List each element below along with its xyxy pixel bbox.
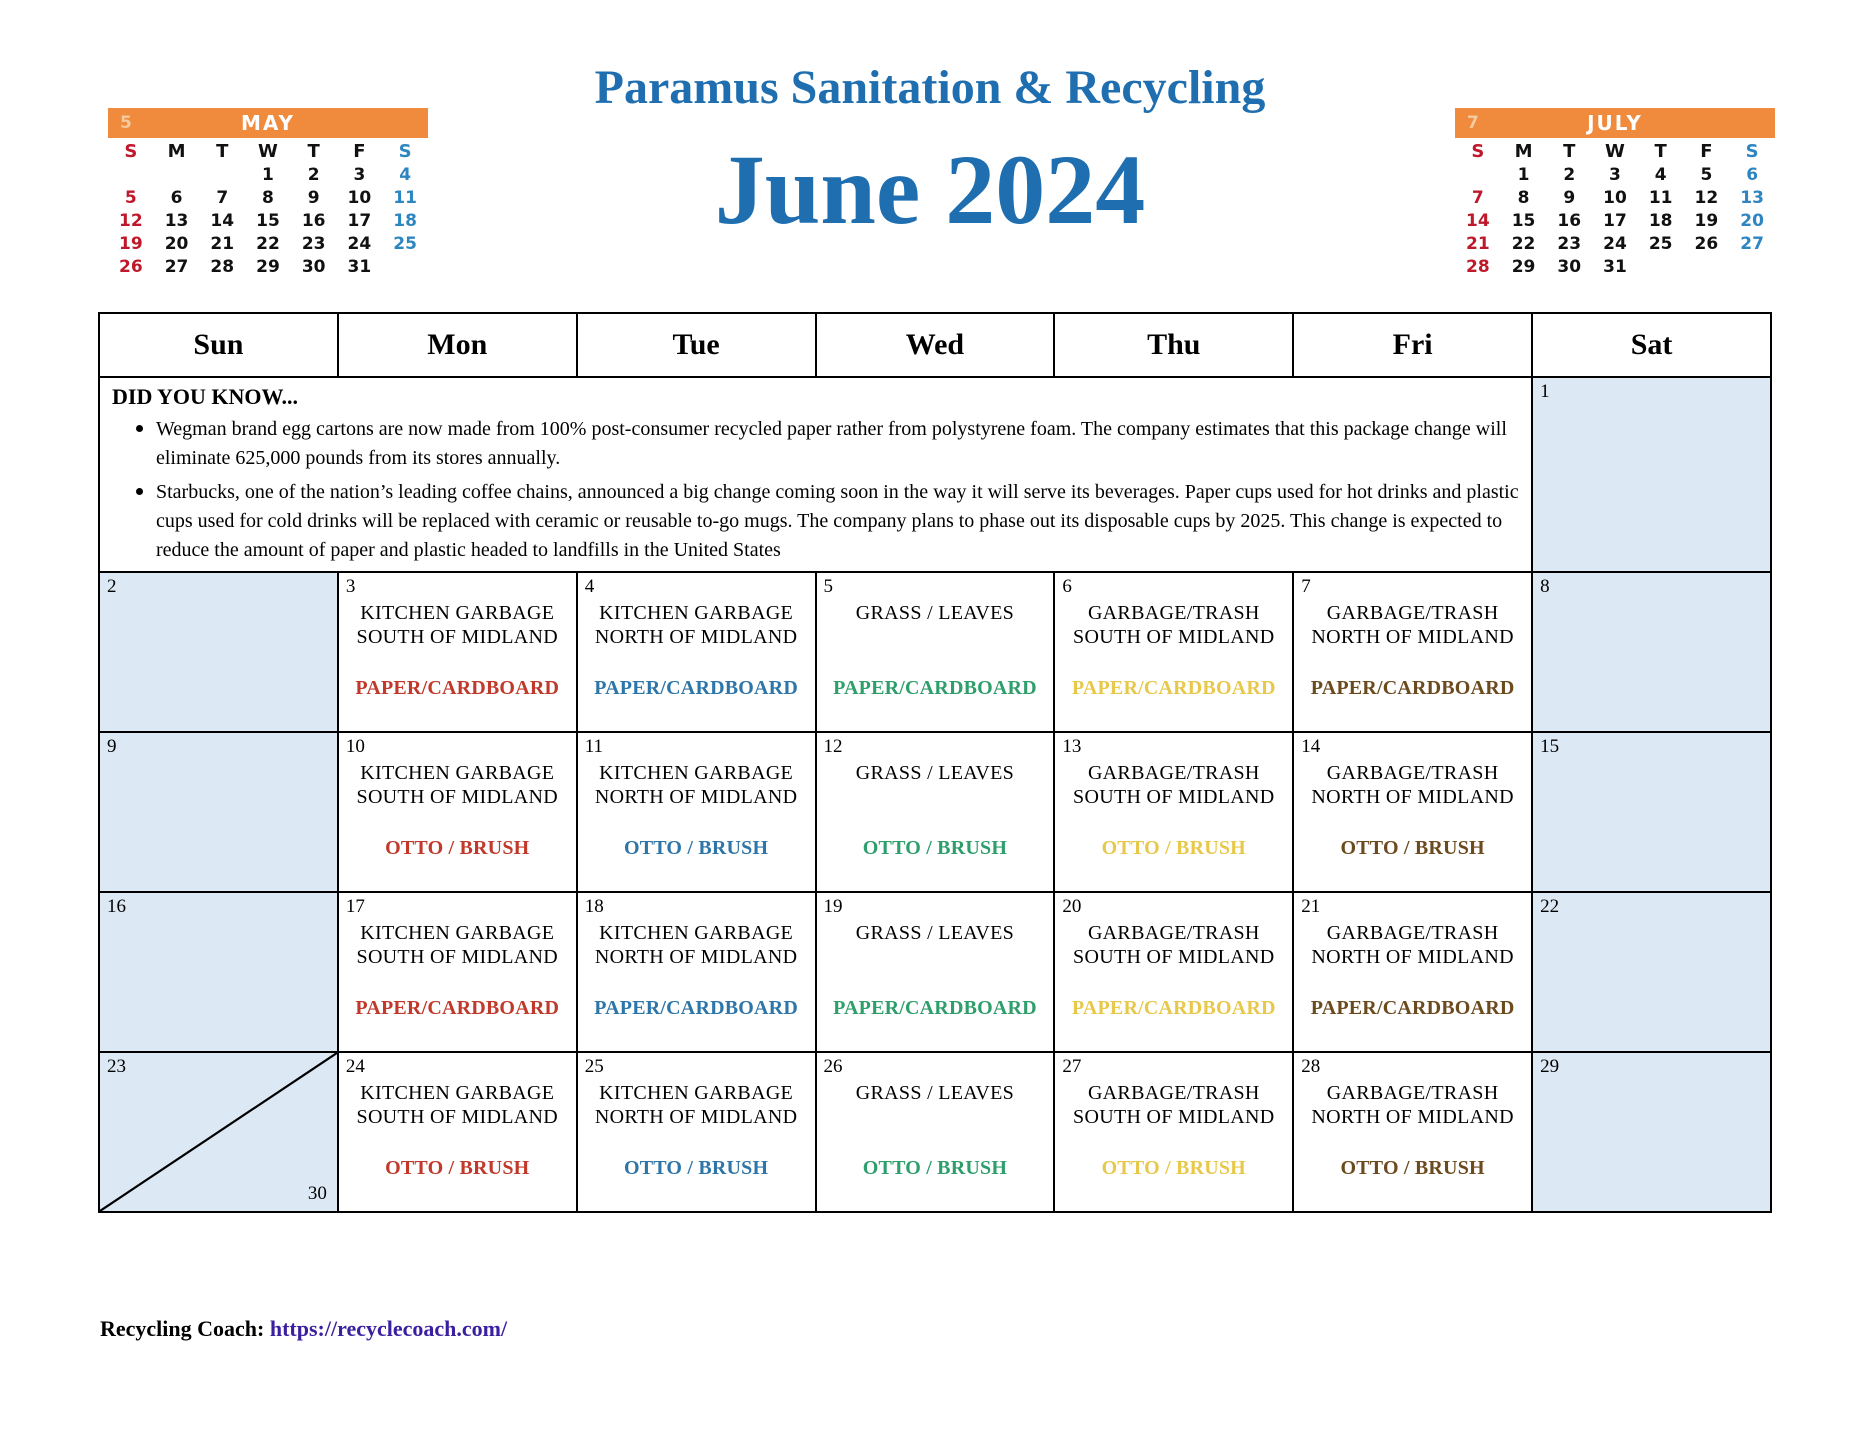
day-number: 4 (584, 576, 595, 597)
mini-dow: F (353, 141, 366, 162)
collection-tag: PAPER/CARDBOARD (1310, 996, 1515, 1019)
mini-day: 1 (1517, 164, 1530, 185)
mini-day: 31 (1603, 256, 1627, 277)
event-text (1294, 573, 1531, 700)
mini-day: 4 (1654, 164, 1667, 185)
mini-dow: T (1654, 141, 1667, 162)
mini-day: 4 (399, 164, 412, 185)
day-number: 24 (345, 1056, 365, 1077)
event-line-2: SOUTH OF MIDLAND (356, 786, 558, 809)
event-line-2: NORTH OF MIDLAND (1311, 946, 1514, 969)
mini-day: 23 (301, 233, 326, 254)
weekday-header-mon: Mon (338, 313, 577, 377)
calendar-day-cell-5[interactable] (816, 572, 1055, 732)
calendar-day-cell-1[interactable] (1532, 377, 1771, 572)
mini-dow: W (1605, 141, 1625, 162)
event-text (1055, 1053, 1292, 1180)
event-text (578, 573, 815, 700)
day-number: 20 (1062, 896, 1082, 917)
mini-day: 5 (124, 187, 137, 208)
did-you-know-bullet: • Starbucks, one of the nation’s leading coffee chains, announced a big change coming soon in the way it will serve its beverages. Paper cups used for hot drinks and plastic cups used for cold drinks will be replaced with ceramic or reusable to-go mugs. The company plans to phase out its disposable cups by 2025. This change is expected to reduce the amount of paper and plastic headed to landfills in the United States (156, 475, 1521, 565)
collection-tag: OTTO / BRUSH (623, 836, 769, 859)
mini-month-name: JULY (1587, 111, 1643, 135)
mini-day: 10 (347, 187, 372, 208)
event-line-1: GRASS / LEAVES (855, 922, 1015, 944)
day-number-secondary: 30 (307, 1183, 327, 1204)
collection-tag: OTTO / BRUSH (385, 836, 530, 859)
mini-dow: T (1563, 141, 1576, 162)
mini-day: 9 (1563, 187, 1576, 208)
calendar-day-cell-23-30[interactable] (99, 1052, 338, 1212)
event-text (817, 893, 1054, 1020)
mini-day: 17 (347, 210, 372, 231)
day-number: 25 (584, 1056, 604, 1077)
mini-day: 30 (1557, 256, 1582, 277)
calendar-day-cell-6[interactable] (1054, 572, 1293, 732)
mini-week-row (108, 255, 428, 278)
mini-day: 27 (164, 256, 189, 277)
mini-dow: S (124, 141, 138, 162)
event-line-2: SOUTH OF MIDLAND (356, 946, 558, 969)
event-text (817, 573, 1054, 700)
day-number: 1 (1540, 381, 1550, 402)
event-line-2 (817, 945, 1054, 969)
weekday-header-wed: Wed (816, 313, 1055, 377)
mini-day: 16 (1557, 210, 1582, 231)
event-line-1: GARBAGE/TRASH (1087, 602, 1260, 624)
event-text (578, 1053, 815, 1180)
mini-week-row (1455, 255, 1775, 278)
mini-day: 14 (1466, 210, 1490, 231)
day-number: 7 (1301, 576, 1311, 597)
mini-day: 13 (1740, 187, 1764, 208)
day-number: 3 (345, 576, 356, 597)
day-number: 11 (584, 736, 603, 757)
calendar-day-cell-21[interactable] (1293, 892, 1532, 1052)
mini-day: 30 (301, 256, 326, 277)
mini-day: 18 (393, 210, 417, 231)
mini-day: 31 (347, 256, 372, 277)
calendar-week-row-3 (99, 732, 1771, 892)
calendar-week-row-4 (99, 892, 1771, 1052)
calendar-day-cell-19[interactable] (816, 892, 1055, 1052)
collection-tag: OTTO / BRUSH (1101, 836, 1246, 859)
event-line-1: GRASS / LEAVES (855, 762, 1015, 784)
calendar-day-cell-11[interactable] (577, 732, 816, 892)
mini-day: 5 (1700, 164, 1713, 185)
mini-dow: F (1700, 141, 1713, 162)
calendar-day-cell-2[interactable] (99, 572, 338, 732)
mini-day (382, 255, 428, 278)
mini-day: 28 (210, 256, 235, 277)
mini-day (1729, 255, 1775, 278)
mini-day: 12 (119, 210, 143, 231)
mini-dow: M (1514, 141, 1533, 162)
mini-day: 3 (353, 164, 366, 185)
event-line-1: GARBAGE/TRASH (1087, 762, 1260, 784)
calendar-day-cell-16[interactable] (99, 892, 338, 1052)
mini-day: 19 (119, 233, 143, 254)
mini-day: 12 (1694, 187, 1719, 208)
event-line-1: KITCHEN GARBAGE (360, 602, 555, 624)
day-number: 19 (823, 896, 843, 917)
mini-day (1684, 255, 1730, 278)
day-number: 13 (1062, 736, 1082, 757)
mini-day: 2 (307, 164, 320, 185)
mini-day: 25 (1648, 233, 1673, 254)
event-line-2: SOUTH OF MIDLAND (1073, 626, 1275, 649)
mini-day: 24 (347, 233, 372, 254)
event-line-2: SOUTH OF MIDLAND (1073, 1106, 1275, 1129)
event-text (1055, 733, 1292, 860)
mini-day: 23 (1557, 233, 1582, 254)
mini-month-name: MAY (241, 111, 295, 135)
calendar-day-cell-3[interactable] (338, 572, 577, 732)
day-number: 8 (1540, 576, 1550, 597)
event-line-1: KITCHEN GARBAGE (360, 762, 555, 784)
mini-dow: S (1745, 141, 1759, 162)
mini-day: 2 (1563, 164, 1576, 185)
event-line-1: KITCHEN GARBAGE (599, 762, 794, 784)
event-line-1: GARBAGE/TRASH (1326, 922, 1499, 944)
event-line-2 (817, 1105, 1054, 1129)
day-number: 21 (1301, 896, 1321, 917)
event-line-2: NORTH OF MIDLAND (594, 1106, 798, 1129)
weekday-header-sun: Sun (99, 313, 338, 377)
event-text (1294, 893, 1531, 1020)
day-number: 22 (1540, 896, 1560, 917)
collection-tag: PAPER/CARDBOARD (355, 676, 560, 699)
mini-day: 11 (1648, 187, 1673, 208)
mini-day: 29 (1511, 256, 1536, 277)
event-text (1055, 573, 1292, 700)
collection-tag: PAPER/CARDBOARD (833, 676, 1037, 699)
organization-title: Paramus Sanitation & Recycling (594, 61, 1266, 114)
mini-dow: T (307, 141, 320, 162)
day-number: 2 (107, 576, 117, 597)
calendar-day-cell-10[interactable] (338, 732, 577, 892)
mini-day: 22 (1511, 233, 1536, 254)
event-text (339, 893, 576, 1020)
event-line-2: NORTH OF MIDLAND (594, 946, 798, 969)
mini-day: 8 (1517, 187, 1530, 208)
mini-day: 21 (210, 233, 235, 254)
mini-day: 20 (1740, 210, 1764, 231)
mini-day: 7 (1471, 187, 1484, 208)
event-line-1: GRASS / LEAVES (855, 602, 1015, 624)
event-text (817, 733, 1054, 860)
mini-day: 8 (262, 187, 274, 208)
event-line-2: SOUTH OF MIDLAND (1073, 786, 1275, 809)
day-number: 16 (107, 896, 126, 917)
calendar-day-cell-15[interactable] (1532, 732, 1771, 892)
mini-month-number: 7 (1467, 113, 1479, 133)
collection-tag: OTTO / BRUSH (385, 1156, 530, 1179)
calendar-week-row-5 (99, 1052, 1771, 1212)
mini-day (1638, 255, 1684, 278)
event-line-2: SOUTH OF MIDLAND (1073, 946, 1275, 969)
event-text (817, 1053, 1054, 1180)
calendar-day-cell-27[interactable] (1054, 1052, 1293, 1212)
weekday-header-thu: Thu (1054, 313, 1293, 377)
event-text (1294, 1053, 1531, 1180)
event-text (339, 1053, 576, 1180)
event-line-2: NORTH OF MIDLAND (1311, 626, 1514, 649)
did-you-know-title: DID YOU KNOW... (112, 384, 299, 409)
mini-day: 16 (301, 210, 326, 231)
mini-dow: S (398, 141, 412, 162)
mini-day: 21 (1466, 233, 1490, 254)
split-day-diagonal-line (100, 1053, 337, 1211)
calendar-day-cell-28[interactable] (1293, 1052, 1532, 1212)
event-line-2: SOUTH OF MIDLAND (356, 626, 558, 649)
mini-day: 10 (1603, 187, 1627, 208)
mini-month-number: 5 (120, 113, 132, 133)
mini-dow: T (216, 141, 229, 162)
mini-day: 11 (393, 187, 417, 208)
day-number: 28 (1301, 1056, 1321, 1077)
day-number: 9 (107, 736, 117, 757)
event-line-2: NORTH OF MIDLAND (1311, 1106, 1514, 1129)
calendar-week-row-1 (99, 377, 1771, 572)
collection-tag: OTTO / BRUSH (862, 836, 1008, 859)
calendar-day-cell-4[interactable] (577, 572, 816, 732)
collection-tag: OTTO / BRUSH (1340, 1156, 1485, 1179)
mini-day: 1 (262, 164, 274, 185)
mini-dow: S (1471, 141, 1485, 162)
collection-tag: PAPER/CARDBOARD (1071, 676, 1276, 699)
mini-day: 19 (1694, 210, 1719, 231)
did-you-know-list (110, 412, 1521, 565)
event-line-1: GARBAGE/TRASH (1326, 762, 1499, 784)
page-title: June 2024 (714, 134, 1146, 245)
event-text (578, 893, 815, 1020)
calendar-day-cell-12[interactable] (816, 732, 1055, 892)
mini-day: 17 (1603, 210, 1627, 231)
collection-tag: OTTO / BRUSH (862, 1156, 1008, 1179)
mini-dow: M (167, 141, 186, 162)
collection-tag: PAPER/CARDBOARD (355, 996, 560, 1019)
collection-tag: PAPER/CARDBOARD (594, 676, 798, 699)
calendar-day-cell-18[interactable] (577, 892, 816, 1052)
event-line-1: KITCHEN GARBAGE (599, 602, 794, 624)
mini-day: 3 (1609, 164, 1621, 185)
collection-tag: PAPER/CARDBOARD (1071, 996, 1276, 1019)
day-number: 29 (1540, 1056, 1560, 1077)
weekday-header-row (99, 313, 1771, 377)
event-line-2: NORTH OF MIDLAND (1311, 786, 1514, 809)
event-text (1294, 733, 1531, 860)
mini-day: 24 (1603, 233, 1627, 254)
event-line-1: KITCHEN GARBAGE (360, 1082, 555, 1104)
calendar-day-cell-13[interactable] (1054, 732, 1293, 892)
mini-day: 29 (256, 256, 280, 277)
mini-day: 28 (1466, 256, 1490, 277)
calendar-week-row-2 (99, 572, 1771, 732)
day-number: 15 (1540, 736, 1560, 757)
mini-day: 6 (1746, 164, 1759, 185)
mini-day: 15 (256, 210, 280, 231)
collection-tag: PAPER/CARDBOARD (1310, 676, 1515, 699)
calendar-day-cell-8[interactable] (1532, 572, 1771, 732)
did-you-know-panel (99, 377, 1532, 572)
mini-day: 18 (1648, 210, 1673, 231)
calendar-day-cell-26[interactable] (816, 1052, 1055, 1212)
day-number: 18 (584, 896, 604, 917)
event-line-2 (817, 625, 1054, 649)
weekday-header-tue: Tue (577, 313, 816, 377)
calendar-day-cell-14[interactable] (1293, 732, 1532, 892)
day-number: 14 (1301, 736, 1321, 757)
collection-tag: PAPER/CARDBOARD (594, 996, 798, 1019)
event-line-2: NORTH OF MIDLAND (594, 626, 798, 649)
collection-tag: OTTO / BRUSH (623, 1156, 769, 1179)
collection-tag: OTTO / BRUSH (1340, 836, 1485, 859)
recycling-coach-link[interactable]: https://recyclecoach.com/ (269, 1316, 508, 1341)
weekday-header-sat: Sat (1532, 313, 1771, 377)
mini-day: 15 (1511, 210, 1536, 231)
event-line-1: GARBAGE/TRASH (1326, 602, 1499, 624)
weekday-header-fri: Fri (1293, 313, 1532, 377)
event-text (578, 733, 815, 860)
mini-day: 26 (119, 256, 143, 277)
footer-label: Recycling Coach: (100, 1316, 265, 1341)
day-number: 10 (345, 736, 365, 757)
event-line-2: NORTH OF MIDLAND (594, 786, 798, 809)
footer (100, 1316, 507, 1342)
calendar-day-cell-24[interactable] (338, 1052, 577, 1212)
calendar-day-cell-9[interactable] (99, 732, 338, 892)
mini-day: 22 (256, 233, 280, 254)
event-line-1: GRASS / LEAVES (855, 1082, 1015, 1104)
collection-tag: PAPER/CARDBOARD (833, 996, 1037, 1019)
day-number: 26 (823, 1056, 843, 1077)
event-line-1: GARBAGE/TRASH (1326, 1082, 1499, 1104)
did-you-know-bullet: • Wegman brand egg cartons are now made from 100% post-consumer recycled paper rather from polystyrene foam. The company estimates that this package change will eliminate 625,000 pounds from its stores annually. (156, 412, 1521, 473)
day-number: 5 (823, 576, 834, 597)
calendar-day-cell-25[interactable] (577, 1052, 816, 1212)
mini-day: 13 (164, 210, 189, 231)
mini-dow: W (258, 141, 278, 162)
event-line-2: SOUTH OF MIDLAND (356, 1106, 558, 1129)
mini-day: 6 (170, 187, 183, 208)
event-text (1055, 893, 1292, 1020)
day-number: 17 (345, 896, 365, 917)
event-line-1: KITCHEN GARBAGE (360, 922, 555, 944)
event-line-1: KITCHEN GARBAGE (599, 1082, 794, 1104)
event-text (339, 573, 576, 700)
day-number: 12 (823, 736, 843, 757)
mini-day: 20 (164, 233, 189, 254)
calendar-day-cell-20[interactable] (1054, 892, 1293, 1052)
calendar-day-cell-7[interactable] (1293, 572, 1532, 732)
day-number: 23 (107, 1056, 126, 1077)
mini-day: 9 (307, 187, 320, 208)
month-calendar (98, 312, 1772, 1213)
mini-day: 25 (393, 233, 417, 254)
event-text (339, 733, 576, 860)
collection-tag: OTTO / BRUSH (1101, 1156, 1246, 1179)
day-number: 27 (1062, 1056, 1082, 1077)
calendar-day-cell-29[interactable] (1532, 1052, 1771, 1212)
calendar-day-cell-17[interactable] (338, 892, 577, 1052)
event-line-2 (817, 785, 1054, 809)
calendar-day-cell-22[interactable] (1532, 892, 1771, 1052)
day-number: 6 (1062, 576, 1072, 597)
mini-day: 26 (1694, 233, 1719, 254)
event-line-1: KITCHEN GARBAGE (599, 922, 794, 944)
event-line-1: GARBAGE/TRASH (1087, 922, 1260, 944)
mini-day: 27 (1740, 233, 1764, 254)
mini-day: 14 (210, 210, 235, 231)
event-line-1: GARBAGE/TRASH (1087, 1082, 1260, 1104)
mini-day: 7 (216, 187, 229, 208)
